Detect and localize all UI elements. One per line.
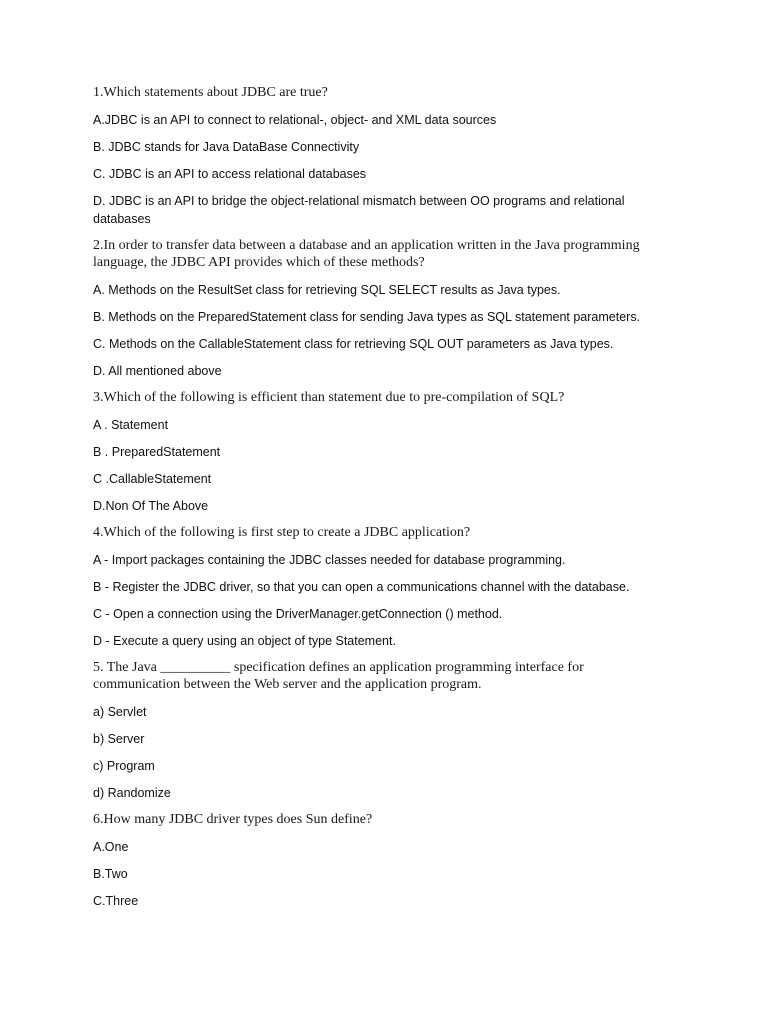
question-6-option-b: B.Two (93, 867, 128, 881)
question-4-option-a: A - Import packages containing the JDBC classes needed for database programming. (93, 553, 566, 567)
question-6: 6.How many JDBC driver types does Sun define? (93, 812, 373, 827)
question-4-option-d: D - Execute a query using an object of type Statement. (93, 634, 396, 648)
quiz-document (93, 84, 663, 919)
question-3-option-c: C .CallableStatement (93, 472, 212, 486)
question-2-option-c: C. Methods on the CallableStatement class for retrieving SQL OUT parameters as Java types. (93, 337, 614, 351)
question-1-option-b: B. JDBC stands for Java DataBase Connectivity (93, 140, 360, 154)
question-1-option-d: D. JDBC is an API to bridge the object-relational mismatch between OO programs and relational databases (93, 194, 625, 226)
question-5-option-d: d) Randomize (93, 786, 171, 800)
question-4-option-b: B - Register the JDBC driver, so that you can open a communications channel with the database. (93, 580, 630, 594)
question-3: 3.Which of the following is efficient than statement due to pre-compilation of SQL? (93, 390, 565, 405)
question-5-option-b: b) Server (93, 732, 145, 746)
question-5-option-c: c) Program (93, 759, 155, 773)
question-1: 1.Which statements about JDBC are true? (93, 85, 328, 100)
question-3-option-d: D.Non Of The Above (93, 499, 209, 513)
question-2: 2.In order to transfer data between a database and an application written in the Java programming language, the JDBC API provides which of these methods? (93, 238, 640, 270)
question-1-option-c: C. JDBC is an API to access relational databases (93, 167, 367, 181)
question-4-option-c: C - Open a connection using the DriverManager.getConnection () method. (93, 607, 503, 621)
question-6-option-c: C.Three (93, 894, 139, 908)
question-2-option-a: A. Methods on the ResultSet class for retrieving SQL SELECT results as Java types. (93, 283, 561, 297)
question-4: 4.Which of the following is first step to create a JDBC application? (93, 525, 471, 540)
question-1-option-a: A.JDBC is an API to connect to relational-, object- and XML data sources (93, 113, 497, 127)
question-3-option-b: B . PreparedStatement (93, 445, 221, 459)
question-3-option-a: A . Statement (93, 418, 169, 432)
question-5-option-a: a) Servlet (93, 705, 147, 719)
question-2-option-b: B. Methods on the PreparedStatement class for sending Java types as SQL statement parameters. (93, 310, 641, 324)
question-2-option-d: D. All mentioned above (93, 364, 222, 378)
question-6-option-a: A.One (93, 840, 129, 854)
question-5: 5. The Java __________ specification defines an application programming interface for communication between the Web server and the application program. (93, 660, 584, 692)
